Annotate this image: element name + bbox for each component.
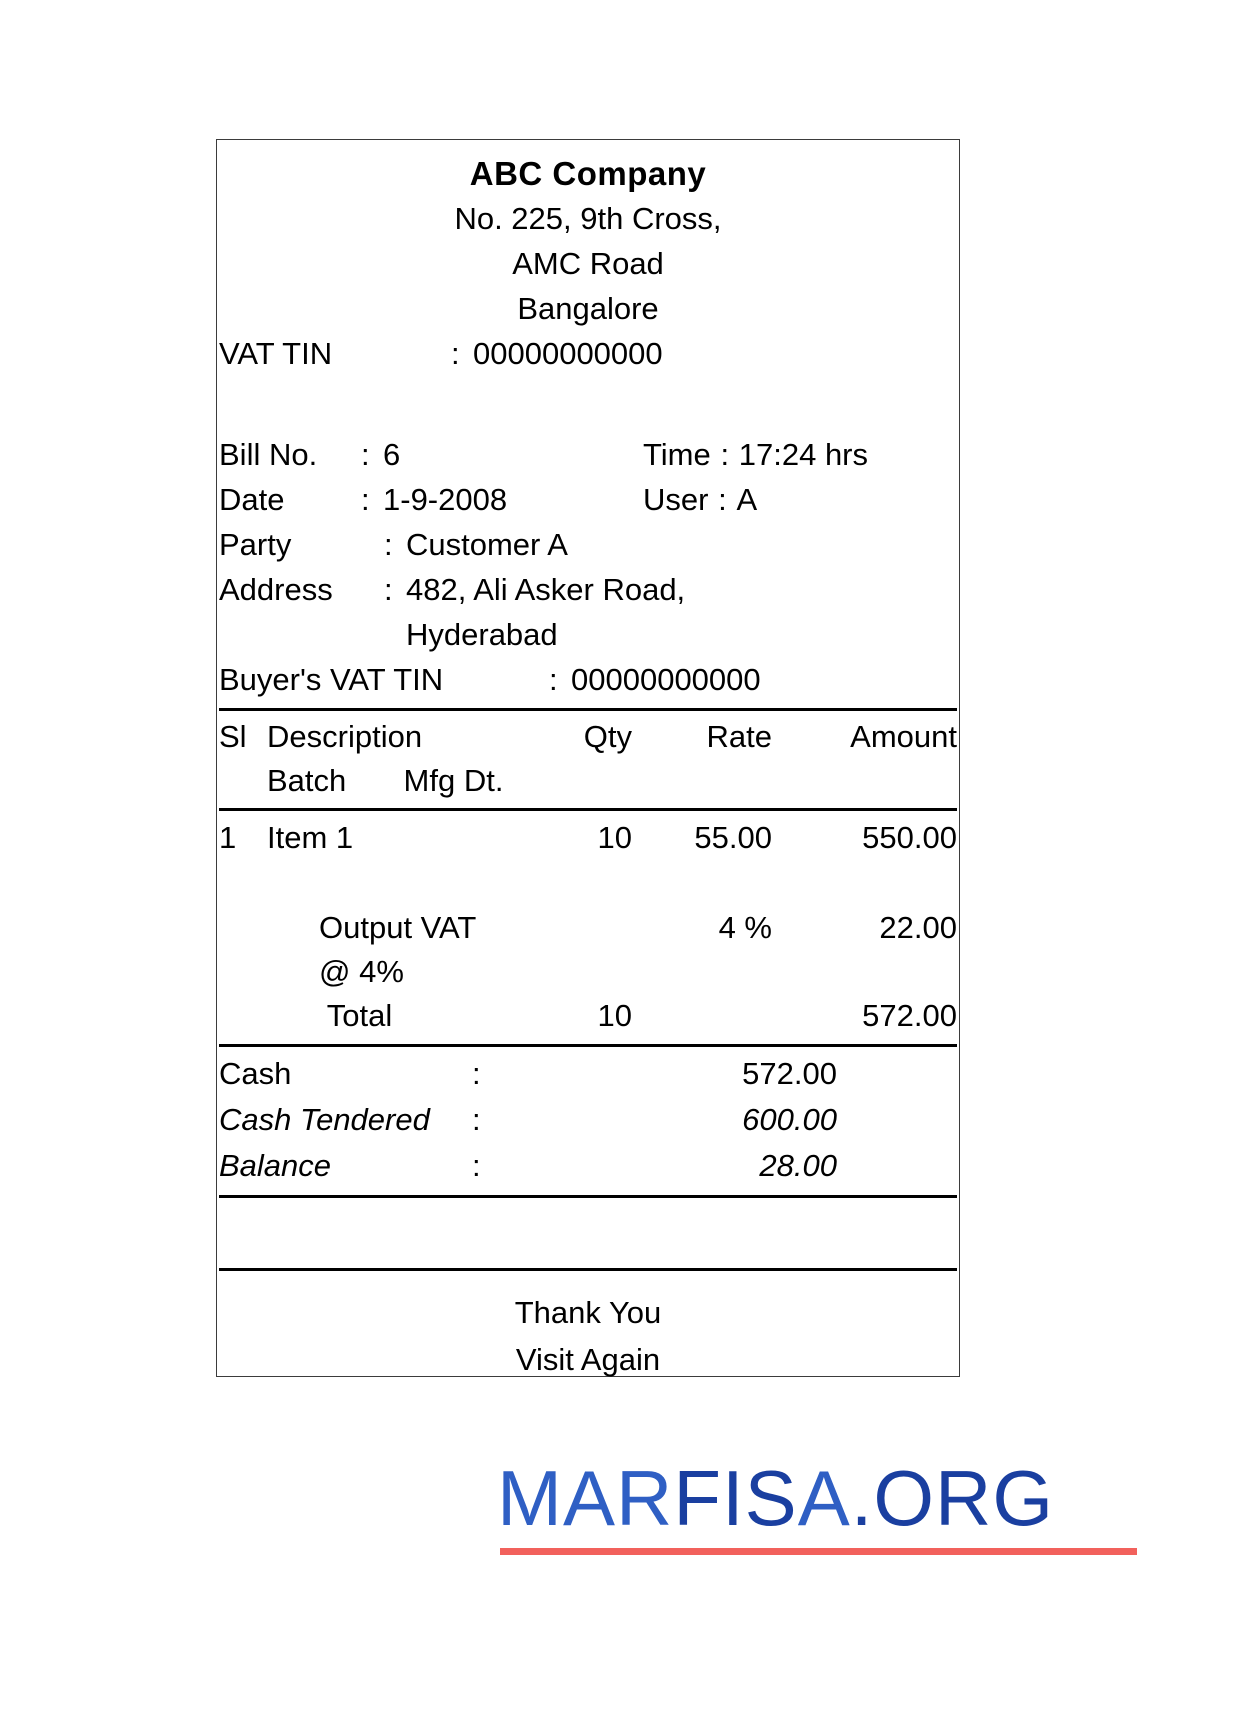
party-value: Customer A bbox=[406, 527, 568, 562]
divider-above-footer bbox=[219, 1268, 957, 1271]
party-colon: : bbox=[384, 527, 393, 562]
payment-row-cash bbox=[219, 1051, 957, 1097]
total-qty: 10 bbox=[597, 998, 632, 1033]
buyer-vat-label: Buyer's VAT TIN bbox=[219, 662, 444, 697]
address-colon: : bbox=[384, 572, 393, 607]
watermark-part-3: A bbox=[797, 1454, 851, 1542]
watermark bbox=[497, 1452, 1137, 1572]
cash-tendered-label: Cash Tendered bbox=[219, 1102, 430, 1137]
divider-above-items bbox=[219, 708, 957, 711]
items-table-header-row bbox=[219, 715, 957, 759]
vat-tin-label: VAT TIN bbox=[219, 336, 333, 371]
company-name: ABC Company bbox=[469, 155, 707, 192]
date-label: Date bbox=[219, 482, 285, 517]
cash-tendered-value: 600.00 bbox=[742, 1102, 837, 1137]
col-header-amount: Amount bbox=[850, 719, 957, 754]
user-label: User bbox=[643, 482, 709, 517]
user-colon: : bbox=[718, 482, 727, 517]
party-label: Party bbox=[219, 527, 292, 562]
time-value: 17:24 hrs bbox=[738, 437, 869, 472]
user-group bbox=[643, 477, 757, 522]
company-address-line-3: Bangalore bbox=[517, 291, 659, 326]
col-header-rate: Rate bbox=[706, 719, 772, 754]
address-label: Address bbox=[219, 572, 333, 607]
total-amount: 572.00 bbox=[862, 998, 957, 1033]
time-group bbox=[643, 432, 868, 477]
cash-label: Cash bbox=[219, 1056, 292, 1091]
address-value-line-2: Hyderabad bbox=[406, 617, 558, 652]
receipt-card bbox=[216, 139, 960, 1377]
total-label: Total bbox=[326, 998, 393, 1033]
output-vat-row bbox=[219, 906, 957, 994]
vat-description: Output VAT @ 4% bbox=[319, 910, 476, 989]
bill-no-time-row bbox=[219, 432, 957, 477]
address-row bbox=[219, 567, 957, 612]
items-table-subheader-row bbox=[219, 759, 957, 803]
row-sl: 1 bbox=[219, 820, 237, 855]
time-label: Time bbox=[643, 437, 711, 472]
user-value: A bbox=[736, 482, 758, 517]
payment-row-cash-tendered bbox=[219, 1097, 957, 1143]
footer-visit-again: Visit Again bbox=[515, 1342, 661, 1377]
footer-thank-you: Thank You bbox=[514, 1295, 662, 1330]
balance-value: 28.00 bbox=[759, 1148, 837, 1183]
watermark-text bbox=[497, 1452, 1137, 1544]
items-table bbox=[219, 715, 957, 803]
balance-label: Balance bbox=[219, 1148, 332, 1183]
date-group bbox=[219, 477, 643, 522]
col-header-batch: Batch bbox=[267, 763, 347, 798]
buyer-vat-colon: : bbox=[549, 662, 558, 697]
date-colon: : bbox=[361, 482, 370, 517]
vat-tin-value: 00000000000 bbox=[473, 336, 663, 371]
vat-amount: 22.00 bbox=[879, 910, 957, 945]
row-amount: 550.00 bbox=[862, 820, 957, 855]
col-header-description: Description bbox=[267, 719, 423, 754]
bill-no-colon: : bbox=[361, 437, 370, 472]
company-vat-tin-row bbox=[219, 331, 957, 376]
bill-no-label: Bill No. bbox=[219, 437, 318, 472]
items-spacer-row bbox=[219, 860, 957, 906]
cash-tendered-colon: : bbox=[472, 1102, 481, 1137]
divider-below-column-headers bbox=[219, 808, 957, 811]
total-row bbox=[219, 994, 957, 1038]
col-header-mfg-dt: Mfg Dt. bbox=[403, 763, 504, 798]
watermark-part-4: .ORG bbox=[850, 1454, 1055, 1542]
time-colon: : bbox=[720, 437, 730, 472]
watermark-part-1: MAR bbox=[497, 1454, 674, 1542]
bill-no-group bbox=[219, 432, 643, 477]
cash-value: 572.00 bbox=[742, 1056, 837, 1091]
watermark-underline bbox=[500, 1548, 1137, 1555]
bill-no-value: 6 bbox=[383, 437, 401, 472]
table-row bbox=[219, 816, 957, 860]
balance-colon: : bbox=[472, 1148, 481, 1183]
address-value: 482, Ali Asker Road, bbox=[406, 572, 686, 607]
receipt-body bbox=[217, 151, 959, 1387]
date-value: 1-9-2008 bbox=[383, 482, 508, 517]
watermark-part-2: FIS bbox=[673, 1454, 798, 1542]
col-header-qty: Qty bbox=[583, 719, 632, 754]
col-header-sl: Sl bbox=[219, 719, 247, 754]
date-user-row bbox=[219, 477, 957, 522]
row-rate: 55.00 bbox=[694, 820, 772, 855]
row-qty: 10 bbox=[597, 820, 632, 855]
subheader-blank bbox=[219, 759, 267, 803]
payment-row-balance bbox=[219, 1143, 957, 1189]
blank-note-area bbox=[219, 1202, 957, 1262]
company-address-line-1: No. 225, 9th Cross, bbox=[454, 201, 722, 236]
party-row bbox=[219, 522, 957, 567]
items-rows-table bbox=[219, 816, 957, 1038]
buyer-vat-value: 00000000000 bbox=[571, 662, 761, 697]
vat-tin-colon: : bbox=[451, 336, 460, 371]
col-header-batch-mfg bbox=[267, 759, 512, 803]
divider-above-payment bbox=[219, 1044, 957, 1047]
buyer-vat-row bbox=[219, 657, 957, 702]
cash-colon: : bbox=[472, 1056, 481, 1091]
divider-below-payment bbox=[219, 1195, 957, 1198]
company-address-line-2: AMC Road bbox=[512, 246, 664, 281]
row-description: Item 1 bbox=[267, 820, 354, 855]
vat-rate: 4 % bbox=[718, 910, 772, 945]
header-spacer bbox=[219, 376, 957, 432]
